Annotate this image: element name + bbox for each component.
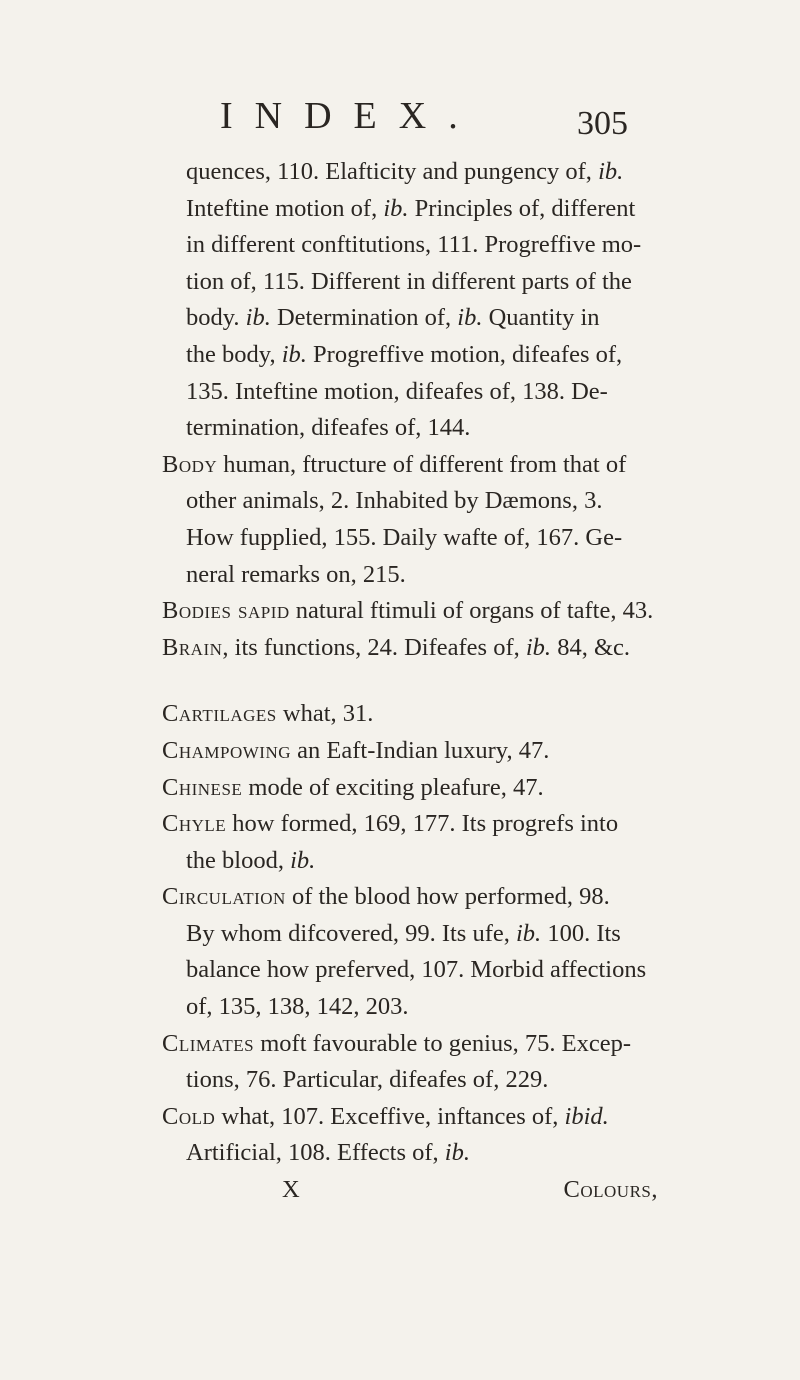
paragraph-gap [162, 666, 662, 696]
index-text: of, 135, 138, 142, 203. [186, 993, 409, 1021]
index-text: tion of, 115. Different in different parts of the [186, 267, 632, 295]
index-line [162, 630, 662, 667]
index-text: Inteftine motion of, [186, 194, 384, 222]
index-headword: Champowing [162, 736, 292, 764]
index-line [162, 191, 662, 228]
index-text: Quantity in [482, 304, 600, 332]
index-line [162, 1062, 662, 1099]
index-headword: Circulation [162, 883, 286, 911]
index-text: , its functions, 24. Difeafes of, [222, 633, 526, 661]
index-body [162, 154, 662, 1209]
index-reference-abbrev: ib. [281, 340, 307, 368]
page-footer [162, 1172, 662, 1209]
index-text: Progreffive motion, difeafes of, [306, 340, 623, 368]
index-line [162, 952, 662, 989]
index-headword: Chyle [162, 810, 227, 838]
catchword: Colours, [563, 1176, 658, 1204]
index-line [162, 447, 662, 484]
index-text: By whom difcovered, 99. Its ufe, [186, 919, 516, 947]
index-reference-abbrev: ibid. [564, 1102, 609, 1130]
index-line [162, 337, 662, 374]
index-text: termination, difeafes of, 144. [186, 414, 471, 442]
page-number: 305 [577, 105, 628, 142]
index-reference-abbrev: ib. [290, 846, 316, 874]
index-line [162, 593, 662, 630]
signature-mark: X [282, 1176, 300, 1204]
index-text: neral remarks on, 215. [186, 560, 406, 588]
index-headword: Cold [162, 1102, 216, 1130]
index-line [162, 264, 662, 301]
index-text: 100. Its [541, 919, 621, 947]
index-reference-abbrev: ib. [383, 194, 409, 222]
index-line [162, 154, 662, 191]
index-text: human, ftructure of different from that of [217, 450, 627, 478]
index-text: tions, 76. Particular, difeafes of, 229. [186, 1066, 549, 1094]
index-line [162, 806, 662, 843]
index-line [162, 520, 662, 557]
index-headword: Chinese [162, 773, 243, 801]
index-text: Determination of, [270, 304, 458, 332]
index-text: natural ftimuli of organs of tafte, 43. [289, 597, 654, 625]
index-line [162, 374, 662, 411]
page-header [0, 86, 800, 146]
index-headword: Body [162, 450, 218, 478]
index-line [162, 879, 662, 916]
index-reference-abbrev: ib. [525, 633, 552, 661]
index-reference-abbrev: ib. [598, 158, 624, 185]
index-text: Principles of, different [408, 194, 636, 222]
index-line [162, 1135, 662, 1172]
index-line [162, 733, 662, 770]
index-text: 84, &c. [551, 633, 630, 661]
index-reference-abbrev: ib. [245, 304, 271, 332]
index-line [162, 770, 662, 807]
index-text: How fupplied, 155. Daily wafte of, 167. Ge- [186, 523, 623, 551]
index-text: 135. Inteftine motion, difeafes of, 138. De- [186, 377, 608, 405]
index-headword: Bodies sapid [162, 597, 290, 625]
index-text: quences, 110. Elafticity and pungency of, [186, 158, 599, 185]
index-line [162, 1099, 662, 1136]
index-line [162, 696, 662, 733]
index-headword: Brain [162, 633, 223, 661]
index-line [162, 989, 662, 1026]
index-text: balance how preferved, 107. Morbid affections [186, 956, 647, 984]
running-title: INDEX. [220, 95, 480, 137]
index-text: of the blood how performed, 98. [285, 883, 610, 911]
index-text: in different conftitutions, 111. Progreffive mo- [186, 231, 642, 259]
index-reference-abbrev: ib. [516, 919, 542, 947]
index-reference-abbrev: ib. [444, 1139, 470, 1167]
index-text: how formed, 169, 177. Its progrefs into [226, 810, 619, 838]
index-text: what, 107. Exceffive, inftances of, [215, 1102, 565, 1130]
index-line [162, 483, 662, 520]
index-headword: Climates [162, 1029, 255, 1057]
index-text: moft favourable to genius, 75. Excep- [254, 1029, 632, 1057]
index-line [162, 410, 662, 447]
index-line [162, 227, 662, 264]
index-text: Artificial, 108. Effects of, [186, 1139, 445, 1167]
index-text: what, 31. [276, 700, 374, 728]
index-line [162, 300, 662, 337]
index-line [162, 843, 662, 880]
index-text: mode of exciting pleafure, 47. [242, 773, 544, 801]
index-text: an Eaft-Indian luxury, 47. [291, 736, 550, 764]
index-text: the blood, [186, 846, 291, 874]
index-headword: Cartilages [162, 700, 277, 728]
index-text: other animals, 2. Inhabited by Dæmons, 3. [186, 487, 603, 515]
index-reference-abbrev: ib. [457, 304, 483, 332]
index-line [162, 1026, 662, 1063]
index-line [162, 557, 662, 594]
index-text: body. [186, 304, 246, 332]
index-text: the body, [186, 340, 282, 368]
index-line [162, 916, 662, 953]
